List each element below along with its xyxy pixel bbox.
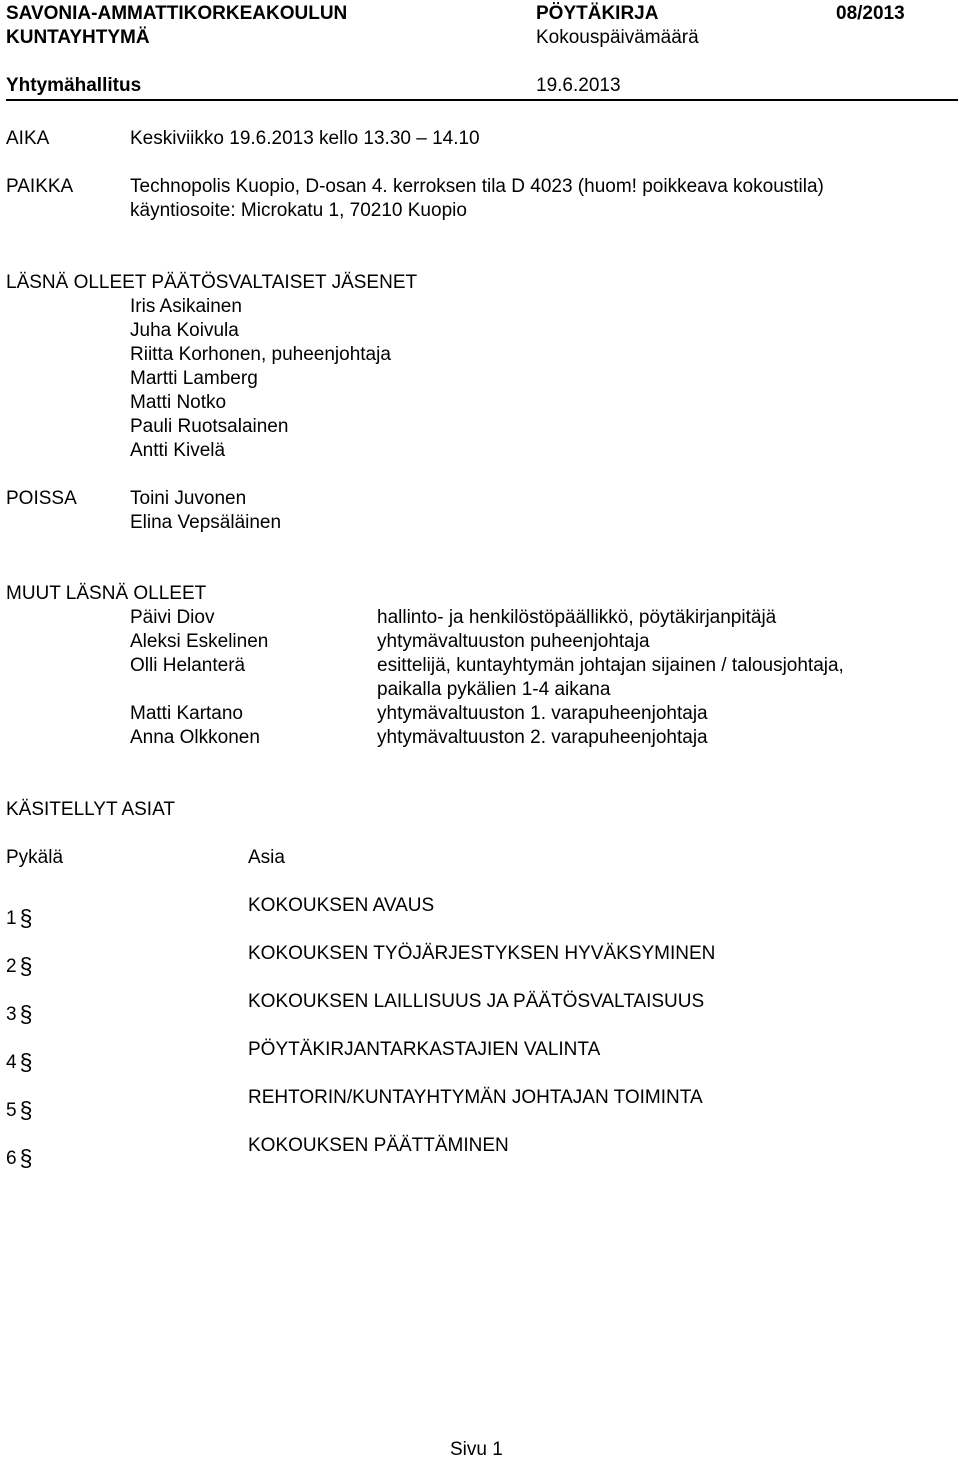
absent-name: Elina Vepsäläinen [130,512,282,533]
agenda-col-section: Pykälä [6,847,64,868]
place-label: PAIKKA [6,176,74,197]
other-role: yhtymävaltuuston 2. varapuheenjohtaja [377,727,708,748]
member-name: Martti Lamberg [130,368,258,389]
agenda-item-topic: KOKOUKSEN AVAUS [248,895,435,916]
header-divider [6,99,958,101]
agenda-item-topic: PÖYTÄKIRJANTARKASTAJIEN VALINTA [248,1039,601,1060]
agenda-item-number: 3 § [6,990,32,1038]
member-name: Juha Koivula [130,320,239,341]
agenda-item-number: 5 § [6,1086,32,1134]
place-line2: käyntiosoite: Microkatu 1, 70210 Kuopio [130,200,467,221]
section-symbol: § [19,1049,33,1075]
doc-number: 08/2013 [836,3,905,24]
time-value: Keskiviikko 19.6.2013 kello 13.30 – 14.10 [130,128,480,149]
other-name: Päivi Diov [130,607,215,628]
date-label: Kokouspäivämäärä [536,27,699,48]
member-name: Antti Kivelä [130,440,226,461]
member-name: Riitta Korhonen, puheenjohtaja [130,344,391,365]
absent-name: Toini Juvonen [130,488,247,509]
agenda-item-topic: REHTORIN/KUNTAYHTYMÄN JOHTAJAN TOIMINTA [248,1087,703,1108]
section-symbol: § [19,1097,33,1123]
other-name: Aleksi Eskelinen [130,631,269,652]
agenda-item-topic: KOKOUKSEN TYÖJÄRJESTYKSEN HYVÄKSYMINEN [248,943,716,964]
meeting-date: 19.6.2013 [536,75,621,96]
member-name: Matti Notko [130,392,227,413]
other-name: Anna Olkkonen [130,727,260,748]
place-line1: Technopolis Kuopio, D-osan 4. kerroksen tila D 4023 (huom! poikkeava kokoustila) [130,176,824,197]
others-present-heading: MUUT LÄSNÄ OLLEET [6,583,207,604]
other-role: yhtymävaltuuston puheenjohtaja [377,631,650,652]
agenda-item-topic: KOKOUKSEN PÄÄTTÄMINEN [248,1135,509,1156]
section-symbol: § [19,953,33,979]
agenda-col-topic: Asia [248,847,285,868]
member-name: Iris Asikainen [130,296,242,317]
agenda-heading: KÄSITELLYT ASIAT [6,799,175,820]
doc-type: PÖYTÄKIRJA [536,3,659,24]
agenda-item-number: 6 § [6,1134,32,1182]
other-name [130,678,268,702]
time-label: AIKA [6,128,50,149]
agenda-item-topic: KOKOUKSEN LAILLISUUS JA PÄÄTÖSVALTAISUUS [248,991,705,1012]
present-members-list [130,295,391,463]
other-role: paikalla pykälien 1-4 aikana [377,679,611,700]
section-symbol: § [19,1001,33,1027]
others-roles [377,606,844,750]
org-name-line2: KUNTAYHTYMÄ [6,27,150,48]
governing-body: Yhtymähallitus [6,75,142,96]
absent-list [130,487,281,535]
agenda-item-number: 4 § [6,1038,32,1086]
present-members-heading: LÄSNÄ OLLEET PÄÄTÖSVALTAISET JÄSENET [6,272,418,293]
page-number: Sivu 1 [450,1439,503,1460]
absent-label: POISSA [6,488,77,509]
member-name: Pauli Ruotsalainen [130,416,289,437]
other-name: Matti Kartano [130,703,243,724]
other-role: esittelijä, kuntayhtymän johtajan sijainen / talousjohtaja, [377,655,844,676]
others-names [130,606,268,750]
section-symbol: § [19,905,33,931]
section-symbol: § [19,1145,33,1171]
org-name-line1: SAVONIA-AMMATTIKORKEAKOULUN [6,3,348,24]
agenda-item-number: 2 § [6,942,32,990]
other-role: hallinto- ja henkilöstöpäällikkö, pöytäkirjanpitäjä [377,607,777,628]
agenda-item-number: 1 § [6,894,32,942]
other-role: yhtymävaltuuston 1. varapuheenjohtaja [377,703,708,724]
other-name: Olli Helanterä [130,655,246,676]
